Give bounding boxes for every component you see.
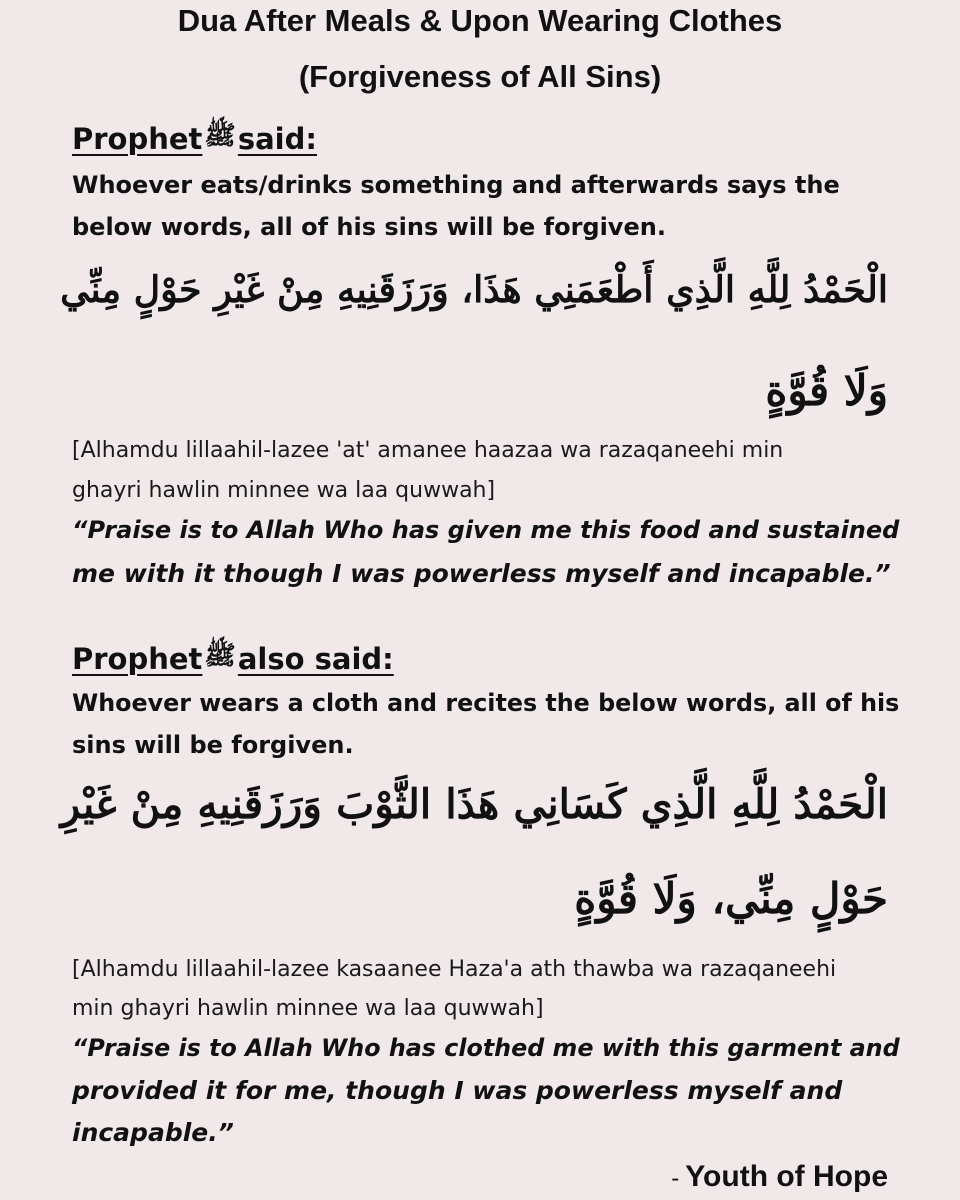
section-1-intro-line-2: below words, all of his sins will be forgiven. (72, 213, 666, 241)
author-credit (671, 1160, 888, 1193)
section-1-intro-line-1: Whoever eats/drinks something and afterwards says the (72, 171, 840, 199)
credit-name: Youth of Hope (685, 1160, 888, 1193)
section-2-arabic-line-2: حَوْلٍ مِنِّي، وَلَا قُوَّةٍ (574, 874, 888, 923)
page-title: Dua After Meals & Upon Wearing Clothes (177, 3, 783, 38)
heading-said: said: (237, 122, 317, 156)
section-2-translation-line-3: incapable.” (72, 1118, 234, 1147)
heading-prophet: Prophet (72, 642, 203, 676)
section-2-transliteration-line-2: min ghayri hawlin minnee wa laa quwwah] (72, 996, 544, 1021)
section-2-intro-line-2: sins will be forgiven. (72, 731, 354, 759)
page-subtitle: (Forgiveness of All Sins) (298, 59, 662, 94)
honorific-symbol: ﷺ (204, 641, 236, 671)
section-2-transliteration-line-1: [Alhamdu lillaahil-lazee kasaanee Haza'a ath thawba wa razaqaneehi (72, 957, 837, 982)
section-2-translation-line-1: “Praise is to Allah Who has clothed me with this garment and (72, 1034, 900, 1062)
section-1-arabic-line-2: وَلَا قُوَّةٍ (765, 366, 888, 415)
section-1-translation-line-2: me with it though I was powerless myself and incapable.” (72, 559, 891, 588)
section-1-heading (72, 122, 317, 156)
section-2-heading (72, 642, 394, 676)
honorific-symbol: ﷺ (204, 121, 236, 151)
section-1-arabic-line-1: الْحَمْدُ لِلَّهِ الَّذِي أَطْعَمَنِي هَذَا، وَرَزَقَنِيهِ مِنْ غَيْرِ حَوْلٍ مِنِّي (60, 268, 888, 311)
heading-also-said: also said: (237, 642, 394, 676)
section-1-translation-line-1: “Praise is to Allah Who has given me this food and sustained (72, 516, 900, 544)
section-1-transliteration-line-2: ghayri hawlin minnee wa laa quwwah] (72, 478, 496, 503)
section-2-intro-line-1: Whoever wears a cloth and recites the below words, all of his (72, 689, 900, 717)
section-2-translation-line-2: provided it for me, though I was powerless myself and (72, 1076, 843, 1105)
credit-dash: - (671, 1165, 680, 1192)
section-2-arabic-line-1: الْحَمْدُ لِلَّهِ الَّذِي كَسَانِي هَذَا الثَّوْبَ وَرَزَقَنِيهِ مِنْ غَيْرِ (60, 780, 888, 828)
heading-prophet: Prophet (72, 122, 203, 156)
section-1-transliteration-line-1: [Alhamdu lillaahil-lazee 'at' amanee haazaa wa razaqaneehi min (72, 438, 784, 463)
